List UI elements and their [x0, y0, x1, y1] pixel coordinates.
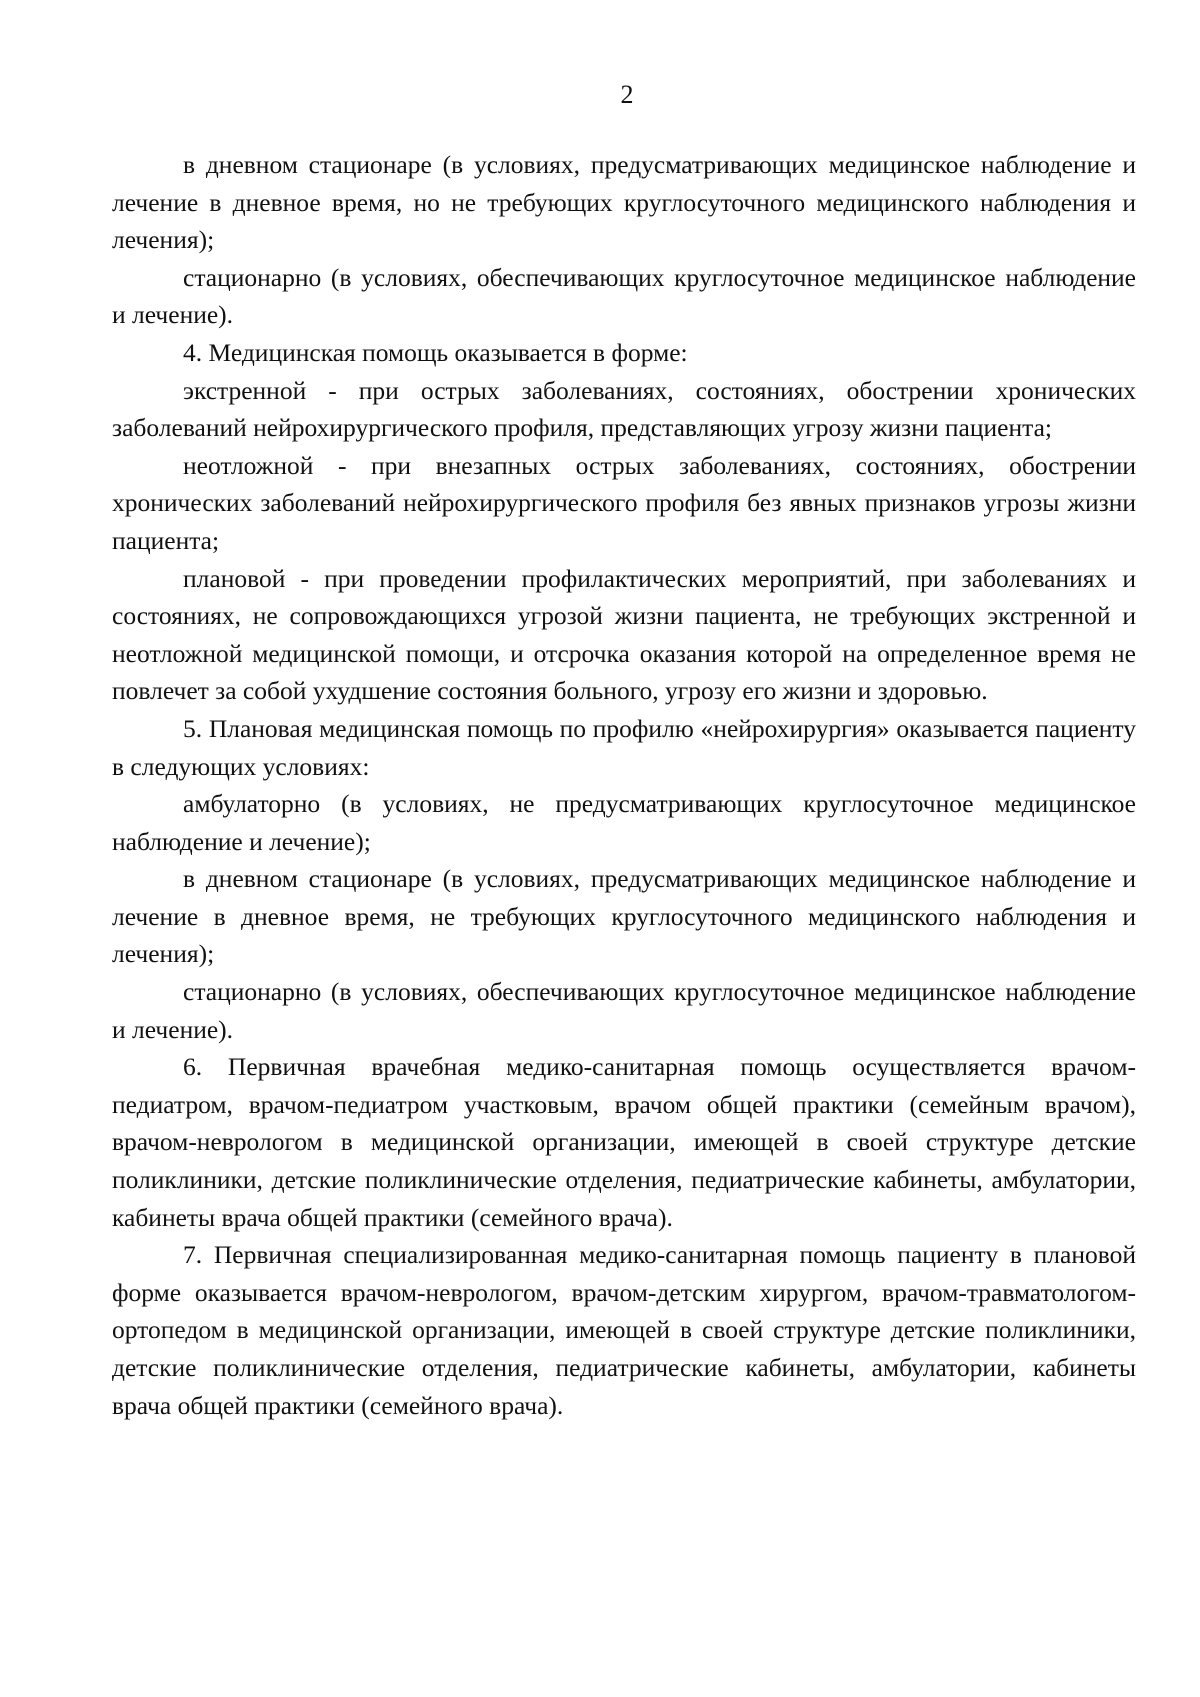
paragraph-inpatient-2: стационарно (в условиях, обеспечивающих круглосуточное медицинское наблюдение и лечение). [112, 977, 1136, 1044]
paragraph-item-4-heading: 4. Медицинская помощь оказывается в форме: [183, 337, 688, 367]
document-body [112, 146, 1136, 1424]
paragraph-day-hospital-1: в дневном стационаре (в условиях, предусматривающих медицинское наблюдение и лечение в дневное время, но не требующих круглосуточного медицинского наблюдения и лечения); [112, 150, 1136, 255]
paragraph-planned-form: плановой - при проведении профилактических мероприятий, при заболеваниях и состояниях, не сопровождающихся угрозой жизни пациента, не требующих экстренной и неотложной медицинской помощи, и отсрочка оказания которой на определенное время не повлечет за собой ухудшение состояния больного, угрозу его жизни и здоровью. [112, 563, 1136, 706]
paragraph-urgent-form: неотложной - при внезапных острых заболеваниях, состояниях, обострении хронических заболеваний нейрохирургического профиля без явных признаков угрозы жизни пациента; [112, 450, 1136, 555]
paragraph-item-7: 7. Первичная специализированная медико-санитарная помощь пациенту в плановой форме оказывается врачом-неврологом, врачом-детским хирургом, врачом-травматологом-ортопедом в медицинской организации, имеющей в своей структуре детские поликлиники, детские поликлинические отделения, педиатрические кабинеты, амбулатории, кабинеты врача общей практики (семейного врача). [112, 1240, 1136, 1420]
paragraph-item-6: 6. Первичная врачебная медико-санитарная помощь осуществляется врачом-педиатром, врачом-педиатром участковым, врачом общей практики (семейным врачом), врачом-неврологом в медицинской организации, имеющей в своей структуре детские поликлиники, детские поликлинические отделения, педиатрические кабинеты, амбулатории, кабинеты врача общей практики (семейного врача). [112, 1052, 1136, 1232]
paragraph-outpatient: амбулаторно (в условиях, не предусматривающих круглосуточное медицинское наблюдение и лечение); [112, 789, 1136, 856]
paragraph-day-hospital-2: в дневном стационаре (в условиях, предусматривающих медицинское наблюдение и лечение в дневное время, не требующих круглосуточного медицинского наблюдения и лечения); [112, 864, 1136, 969]
paragraph-emergency-form: экстренной - при острых заболеваниях, состояниях, обострении хронических заболеваний нейрохирургического профиля, представляющих угрозу жизни пациента; [112, 375, 1136, 443]
paragraph-item-5-heading: 5. Плановая медицинская помощь по профилю «нейрохирургия» оказывается пациенту в следующих условиях: [112, 713, 1136, 781]
page-number: 2 [620, 80, 634, 109]
paragraph-inpatient-1: стационарно (в условиях, обеспечивающих круглосуточное медицинское наблюдение и лечение). [112, 262, 1136, 330]
